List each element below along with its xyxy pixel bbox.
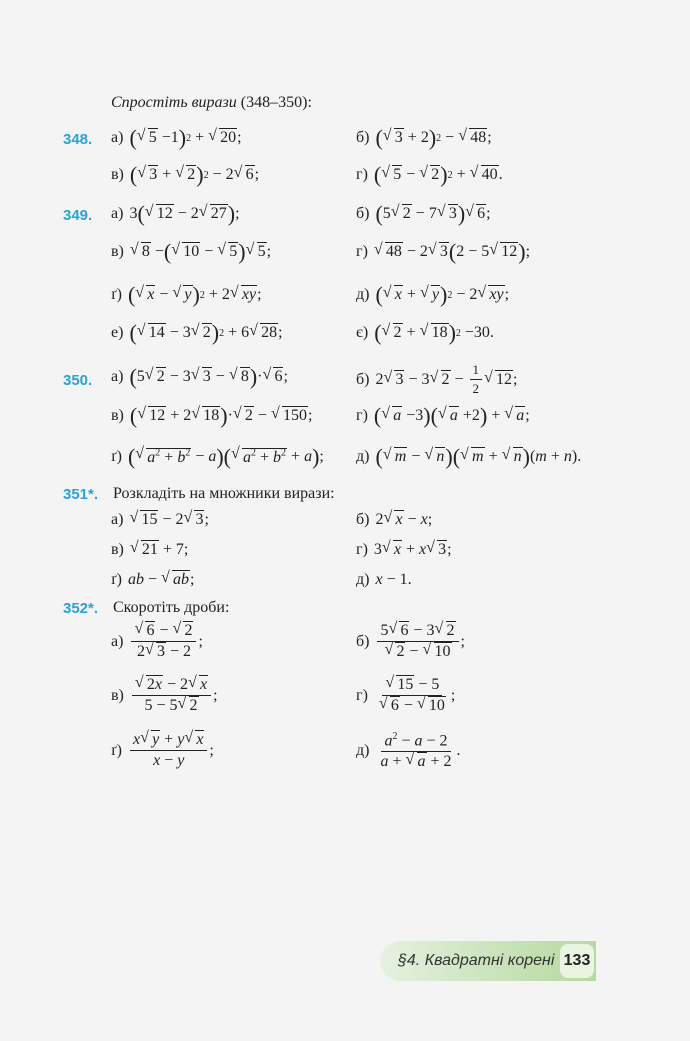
expr-348a: а) ( √ 5 −1 ) 2 + √ 20 ; (111, 127, 242, 149)
expr-350d: д) ( √ m − √ n ) ( √ m + √ n ) ( m + n ). (356, 446, 581, 468)
exercise-title-351: Розкладіть на множники вирази: (113, 485, 335, 502)
expr-351a: а) √ 15 − 2 √ 3 ; (111, 511, 209, 529)
exercise-title-352: Скоротіть дроби: (113, 599, 230, 616)
expr-348b: б) ( √ 3 + 2 ) 2 − √ 48 ; (356, 127, 492, 149)
expr-349v: в) √ 8 − ( √ 10 − √ 5 ) √ 5 ; (111, 241, 271, 263)
exercise-number-350: 350. (63, 372, 93, 389)
section-footer (380, 941, 596, 981)
expr-351g: г) 3 √ x + x √ 3 ; (356, 541, 452, 559)
expr-351gg: ґ) ab − √ ab ; (111, 571, 194, 589)
expr-352g: г) √ 15 − 5 √ 6 − √ 10 ; (356, 676, 455, 715)
expr-350a: а) ( 5 √ 2 − 3 √ 3 − √ 8 ) · √ 6 ; (111, 366, 288, 388)
exercise-number-351: 351*. (63, 486, 99, 503)
exercise-number-348: 348. (63, 131, 93, 148)
expr-350b: б) 2 √ 3 − 3 √ 2 − $\frac{1}{2}$ √ 12 ; (356, 362, 517, 397)
expr-349d: д) ( √ x + √ y ) 2 − 2 √ xy ; (356, 284, 509, 306)
expr-349gg: ґ) ( √ x − √ y ) 2 + 2 √ xy ; (111, 284, 262, 306)
exercise-number-352: 352*. (63, 600, 99, 617)
expr-352v: в) √ $\frac{2x - 2√ x}{5 - 5√ 2}$ ; (111, 676, 218, 715)
expr-350gg: ґ) ( √ $a^2 + b^2$ − a ) ( √ $a^2 + b^2$ + a ) ; (111, 446, 324, 468)
section-title: §4. Квадратні корені (398, 952, 555, 969)
expr-349g: г) √ 48 − 2 √ 3 ( 2 − 5 √ 12 ) ; (356, 241, 530, 263)
expr-349e: е) ( √ 14 − 3 √ 2 ) 2 + 6 √ 28 ; (111, 322, 283, 344)
expr-351v: в) √ 21 + 7; (111, 541, 188, 559)
exercise-intro (111, 94, 312, 112)
expr-352a: а) √ $\frac{6 - √ 2}{2√ 3 - 2}$ ; (111, 622, 203, 661)
expr-352gg: ґ) $\frac{x√ y + y√ x}{x - y}$ ; (111, 731, 214, 770)
intro-text: Спростіть вирази (111, 94, 237, 111)
expr-352d: д) $\frac{a^2 - a - 2}{a + √ a + 2}$ . (356, 731, 461, 771)
expr-348v: в) ( √ 3 + √ 2 ) 2 − 2 √ 6 ; (111, 164, 259, 186)
expr-349ye: є) ( √ 2 + √ 18 ) 2 −30. (356, 322, 494, 344)
expr-350g: г) ( √ a −3 ) ( √ a +2 ) + √ a ; (356, 405, 530, 427)
expr-348g: г) ( √ 5 − √ 2 ) 2 + √ 40 . (356, 164, 503, 186)
expr-351d: д) x − 1. (356, 571, 412, 588)
intro-range: (348–350): (240, 94, 312, 111)
exercise-number-349: 349. (63, 207, 93, 224)
expr-351b: б) 2 √ x − x ; (356, 511, 432, 529)
page-number: 133 (560, 944, 594, 978)
expr-350v: в) ( √ 12 + 2 √ 18 ) · √ 2 − √ 150 ; (111, 405, 312, 427)
expr-349b: б) ( 5 √ 2 − 7 √ 3 ) √ 6 ; (356, 203, 491, 225)
expr-349a: а) 3 ( √ 12 − 2 √ 27 ) ; (111, 203, 240, 225)
expr-352b: б) 5√ 6 − 3√ 2 √ 2 − √ 10 ; (356, 622, 465, 661)
